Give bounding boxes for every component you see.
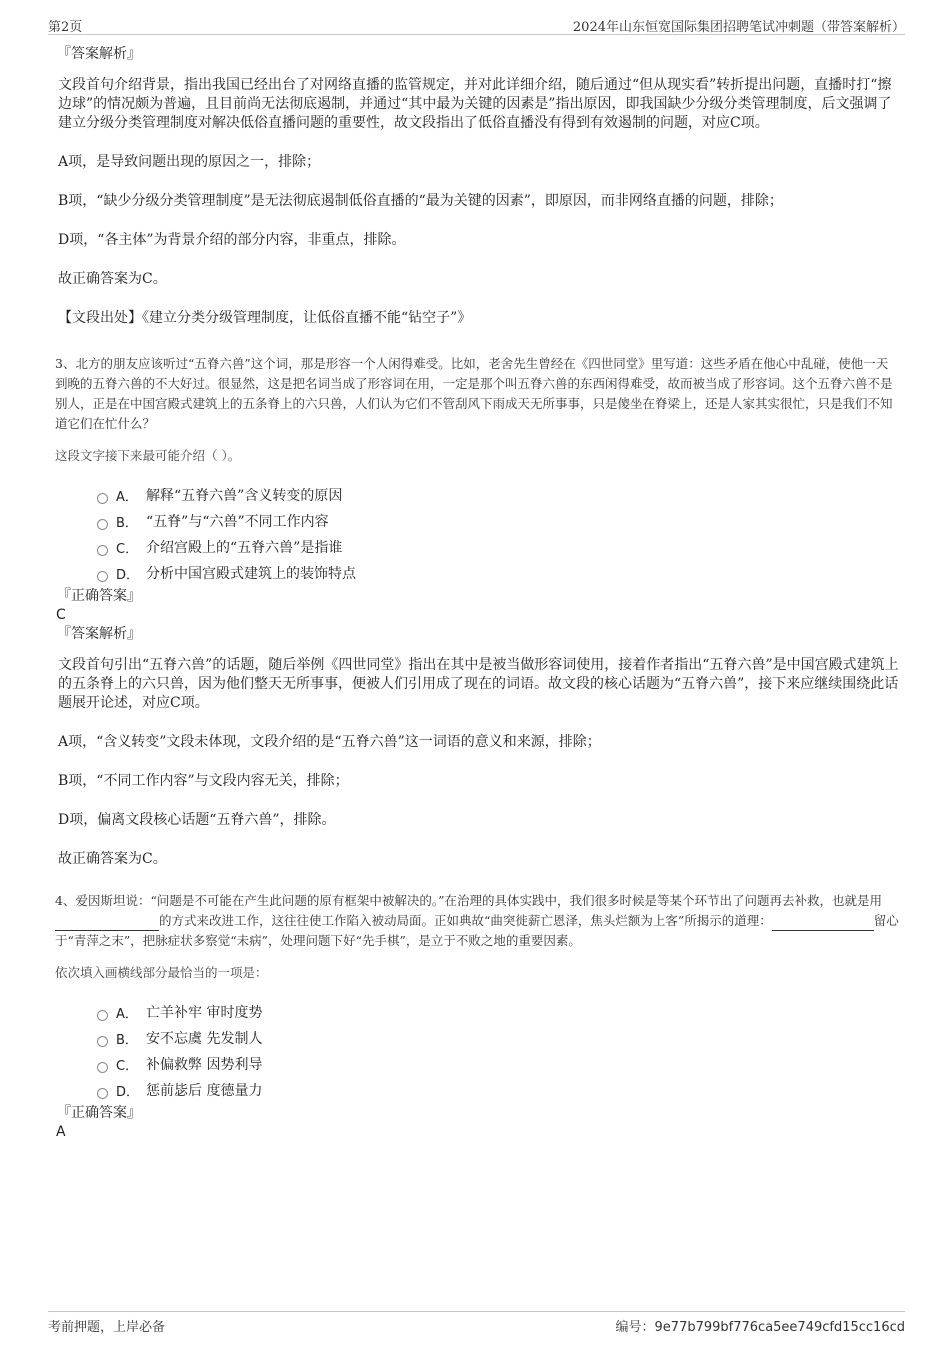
radio-button[interactable]: [97, 519, 108, 530]
analysis-paragraph: 文段首句介绍背景，指出我国已经出台了对网络直播的监管规定，并对此详细介绍，随后通过“但从现实看”转折提出问题，直播时打“擦边球”的情况颇为普遍，且目前尚无法彻底遏制，并通过“其中最为关键的因素是”指出原因，即我国缺少分级分类管理制度，后文强调了建立分级分类管理制度对解决低俗直播问题的重要性，故文段指出了低俗直播没有得到有效遏制的问题，对应C项。: [58, 77, 892, 131]
footer-slogan: 考前押题，上岸必备: [48, 1320, 166, 1335]
analysis-heading: 『答案解析』: [57, 46, 141, 62]
analysis-option-d: D项，偏离文段核心话题“五脊六兽”，排除。: [58, 812, 336, 828]
page-content: [55, 44, 900, 1141]
question-3-prompt: 这段文字接下来最可能介绍（ ）。: [55, 448, 241, 463]
question-4-stem: 4、爱因斯坦说：“问题是不可能在产生此问题的原有框架中被解决的。”在治理的具体实践中，我们很多时候是等某个环节出了问题再去补救，也就是用 的方式来改进工作，这往往使工作陷入被动局面。正如典故“曲突徙薪亡恩泽，焦头烂额为上客”所揭示的道理： 留心于“青萍之末”，把脉症状多察觉“未病”，处理问题下好“先手棋”，是立于不败之地的重要因素。: [55, 893, 899, 948]
page-header: [48, 14, 905, 35]
radio-button[interactable]: [97, 545, 108, 556]
question-4-options: [55, 999, 900, 1103]
radio-button[interactable]: [97, 1088, 108, 1099]
question-3-options: [55, 482, 900, 586]
question-3-stem: 3、北方的朋友应该听过“五脊六兽”这个词，那是形容一个人闲得难受。比如，老舍先生曾经在《四世同堂》里写道：这些矛盾在他心中乱碰，使他一天到晚的五脊六兽的不大好过。很显然，这是把名词当成了形容词在用，一定是那个叫五脊六兽的东西闲得难受，故而被当成了形容词。这个五脊六兽不是别人，正是在中国宫殿式建筑上的五条脊上的六只兽，人们认为它们不管刮风下雨成天无所事事，只是傻坐在脊梁上，还是人家其实很忙，只是我们不知道它们在忙什么？: [55, 356, 893, 431]
correct-answer-heading: 『正确答案』: [57, 588, 141, 604]
document-code: 编号：9e77b799bf776ca5ee749cfd15cc16cd: [615, 1320, 905, 1335]
option-c[interactable]: C． 补偏救弊 因势利导: [97, 1051, 900, 1077]
option-a[interactable]: A． 解释“五脊六兽”含义转变的原因: [97, 482, 900, 508]
page-footer: [48, 1311, 905, 1338]
option-d[interactable]: D． 分析中国宫殿式建筑上的装饰特点: [97, 560, 900, 586]
fill-blank-1: [55, 916, 159, 931]
analysis-option-b: B项，“不同工作内容”与文段内容无关，排除；: [58, 773, 349, 789]
option-d[interactable]: D． 惩前毖后 度德量力: [97, 1077, 900, 1103]
analysis-paragraph: 文段首句引出“五脊六兽”的话题，随后举例《四世同堂》指出在其中是被当做形容词使用，接着作者指出“五脊六兽”是中国宫殿式建筑上的五条脊上的六只兽，因为他们整天无所事事，便被人们引用成了现在的词语。故文段的核心话题为“五脊六兽”，接下来应继续围绕此话题展开论述，对应C项。: [58, 657, 899, 711]
radio-button[interactable]: [97, 1010, 108, 1021]
radio-button[interactable]: [97, 1062, 108, 1073]
question-4-prompt: 依次填入画横线部分最恰当的一项是：: [55, 965, 268, 980]
option-b[interactable]: B． “五脊”与“六兽”不同工作内容: [97, 508, 900, 534]
fill-blank-2: [772, 916, 874, 931]
radio-button[interactable]: [97, 571, 108, 582]
option-a[interactable]: A． 亡羊补牢 审时度势: [97, 999, 900, 1025]
page-number: 第2页: [48, 20, 83, 35]
option-b[interactable]: B． 安不忘虞 先发制人: [97, 1025, 900, 1051]
analysis-heading: 『答案解析』: [57, 626, 141, 642]
option-c[interactable]: C． 介绍宫殿上的“五脊六兽”是指谁: [97, 534, 900, 560]
analysis-option-a: A项，“含义转变”文段未体现，文段介绍的是“五脊六兽”这一词语的意义和来源，排除；: [58, 734, 601, 750]
document-title: 2024年山东恒宽国际集团招聘笔试冲刺题（带答案解析）: [572, 20, 905, 35]
radio-button[interactable]: [97, 493, 108, 504]
correct-answer: C: [56, 607, 66, 623]
analysis-block: [55, 656, 900, 869]
analysis-conclusion: 故正确答案为C。: [58, 271, 167, 287]
analysis-block: [55, 76, 900, 328]
analysis-option-a: A项，是导致问题出现的原因之一，排除；: [58, 154, 321, 170]
text-source: 【文段出处】《建立分类分级管理制度，让低俗直播不能“钻空子”》: [58, 310, 472, 326]
radio-button[interactable]: [97, 1036, 108, 1047]
analysis-conclusion: 故正确答案为C。: [58, 851, 167, 867]
correct-answer-heading: 『正确答案』: [57, 1105, 141, 1121]
correct-answer: A: [56, 1124, 66, 1140]
analysis-option-b: B项，“缺少分级分类管理制度”是无法彻底遏制低俗直播的“最为关键的因素”，即原因，而非网络直播的问题，排除；: [58, 193, 783, 209]
analysis-option-d: D项，“各主体”为背景介绍的部分内容，非重点，排除。: [58, 232, 406, 248]
